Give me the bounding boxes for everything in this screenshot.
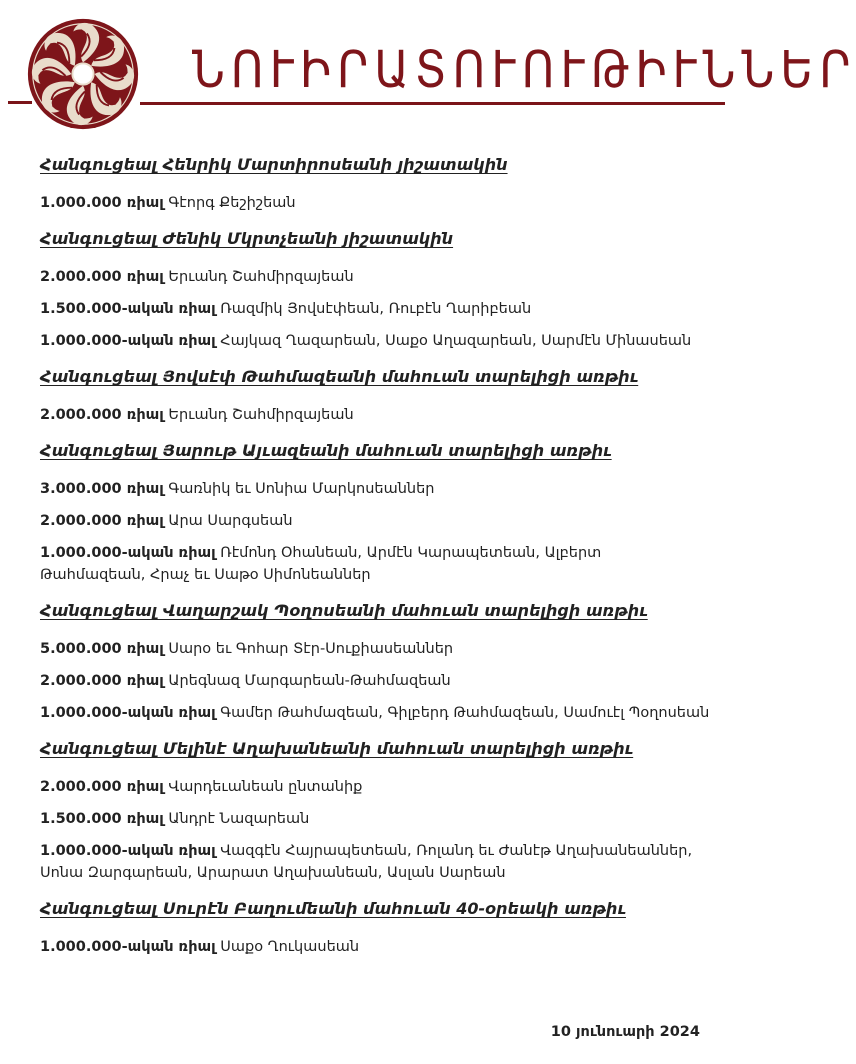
donor-names: Հայկազ Ղազարեան, Սաքօ Աղազարեան, Սարմէն Մինասեան <box>220 333 692 349</box>
donation-section <box>40 739 710 884</box>
donation-entry <box>40 542 710 586</box>
donation-amount: 1.500.000 ռիալ <box>40 811 164 827</box>
donation-amount: 1.000.000-ական ռիալ <box>40 939 216 955</box>
donor-names: Արեգնազ Մարգարեան-Թահմազեան <box>168 673 451 689</box>
donation-amount: 1.500.000-ական ռիալ <box>40 301 216 317</box>
donation-amount: 1.000.000 ռիալ <box>40 195 164 211</box>
publication-date: 10 յունուարի 2024 <box>550 1024 700 1040</box>
donation-entry <box>40 702 710 724</box>
page-header <box>0 0 856 140</box>
donation-entry <box>40 638 710 660</box>
donor-names: Արա Սարգսեան <box>168 513 293 529</box>
donor-names: Գէորգ Քեշիշեան <box>168 195 296 211</box>
donation-amount: 2.000.000 ռիալ <box>40 673 164 689</box>
donation-entry <box>40 404 710 426</box>
donation-section <box>40 899 710 958</box>
section-title: Հանգուցեալ Հենրիկ Մարտիրոսեանի յիշատակին <box>40 155 508 174</box>
donor-names: Սարօ եւ Գոհար Տէր-Սուքիասեաններ <box>168 641 454 657</box>
header-rule-right <box>140 102 725 105</box>
donation-amount: 1.000.000-ական ռիալ <box>40 843 216 859</box>
donation-entry <box>40 776 710 798</box>
donor-names: Վարդեւանեան ընտանիք <box>168 779 363 795</box>
donor-names: Ռէմոնդ Օհանեան, Արմէն Կարապետեան, Ալբերտ Թահմազեան, Հրաչ եւ Սաթօ Սիմոնեաններ <box>40 545 602 583</box>
section-title: Հանգուցեալ Ժենիկ Մկրտչեանի յիշատակին <box>40 229 454 248</box>
ornament-logo-icon <box>25 16 141 132</box>
section-title: Հանգուցեալ Յովսէփ Թահմազեանի մահուան տարելիցի առթիւ <box>40 367 639 386</box>
donor-names: Անդրէ Նազարեան <box>168 811 310 827</box>
section-title: Հանգուցեալ Վաղարշակ Պօղոսեանի մահուան տարելիցի առթիւ <box>40 601 648 620</box>
donor-names: Երւանդ Շահմիրզայեան <box>168 407 354 423</box>
donation-amount: 1.000.000-ական ռիալ <box>40 545 216 561</box>
donor-names: Վազգէն Հայրապետեան, Ռոլանդ եւ Ժանէթ Աղախանեաններ, Սոնա Զարգարեան, Արարատ Աղախանեան, Ասլան Սարեան <box>40 843 693 881</box>
section-title: Հանգուցեալ Սուրէն Բաղումեանի մահուան 40-օրեակի առթիւ <box>40 899 626 918</box>
donation-amount: 2.000.000 ռիալ <box>40 779 164 795</box>
donation-section <box>40 601 710 724</box>
donation-amount: 2.000.000 ռիալ <box>40 407 164 423</box>
donation-section <box>40 229 710 352</box>
donation-entry <box>40 478 710 500</box>
donor-names: Ռազմիկ Յովսէփեան, Ռուբէն Ղարիբեան <box>220 301 532 317</box>
donation-section <box>40 155 710 214</box>
donation-amount: 1.000.000-ական ռիալ <box>40 333 216 349</box>
donation-entry <box>40 840 710 884</box>
donation-entry <box>40 670 710 692</box>
donation-amount: 3.000.000 ռիալ <box>40 481 164 497</box>
donation-amount: 2.000.000 ռիալ <box>40 269 164 285</box>
donor-names: Սաքօ Ղուկասեան <box>220 939 360 955</box>
donation-entry <box>40 266 710 288</box>
donor-names: Երւանդ Շահմիրզայեան <box>168 269 354 285</box>
donation-amount: 2.000.000 ռիալ <box>40 513 164 529</box>
donation-amount: 5.000.000 ռիալ <box>40 641 164 657</box>
donation-entry <box>40 330 710 352</box>
donor-names: Գամեր Թահմազեան, Գիլբերդ Թահմազեան, Սամուէլ Պօղոսեան <box>220 705 710 721</box>
header-rule-left <box>8 101 32 104</box>
donation-section <box>40 441 710 586</box>
donation-amount: 1.000.000-ական ռիալ <box>40 705 216 721</box>
donations-list <box>40 155 710 968</box>
donation-entry <box>40 510 710 532</box>
section-title: Հանգուցեալ Մելինէ Աղախանեանի մահուան տարելիցի առթիւ <box>40 739 634 758</box>
section-title: Հանգուցեալ Յարութ Այւազեանի մահուան տարելիցի առթիւ <box>40 441 612 460</box>
page-title: ՆՈՒԻՐԱՏՈՒՈՒԹԻՒՆՆԵՐ <box>192 40 856 100</box>
donation-entry <box>40 298 710 320</box>
donation-section <box>40 367 710 426</box>
donation-entry <box>40 936 710 958</box>
donor-names: Գառնիկ եւ Սոնիա Մարկոսեաններ <box>168 481 435 497</box>
donation-entry <box>40 192 710 214</box>
donation-entry <box>40 808 710 830</box>
